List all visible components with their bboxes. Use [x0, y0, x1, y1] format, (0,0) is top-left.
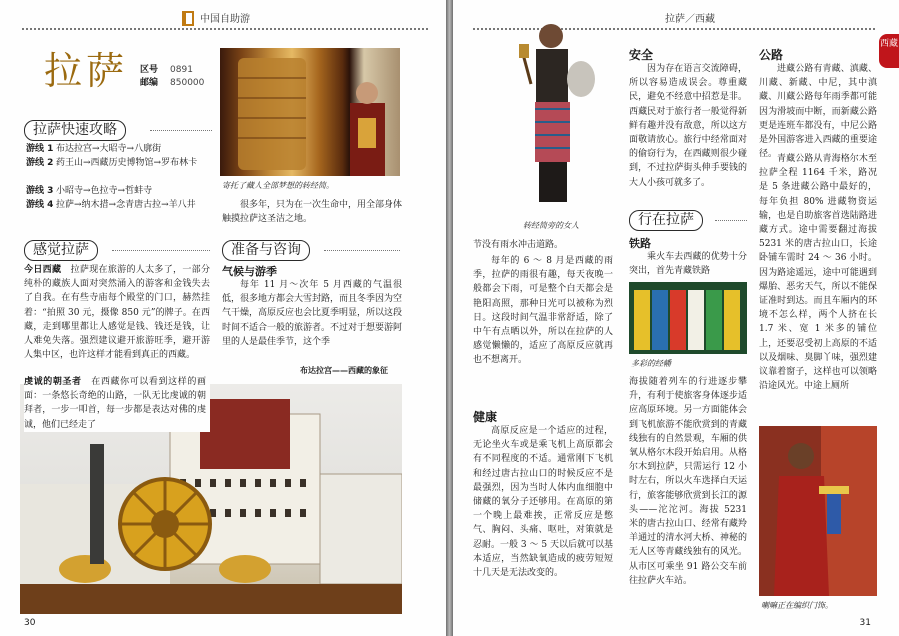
right-page [453, 0, 899, 636]
book-icon [182, 11, 194, 26]
prayer-flags-illustration [629, 282, 747, 354]
woman-illustration [511, 14, 603, 214]
route-text-4: 拉萨→纳木措→念青唐古拉→羊八井 [56, 200, 196, 210]
monk-illustration [759, 426, 877, 596]
health-heading: 健康 [473, 410, 498, 424]
page-gutter [446, 0, 453, 636]
area-code-value: 0891 [170, 65, 193, 75]
rail-text1: 乘火车去西藏的优势十分突出，首先青藏铁路 [629, 252, 747, 277]
left-page-number: 30 [24, 618, 36, 628]
today-text: 拉萨现在旅游的人太多了，一部分纯朴的藏族人面对突然涌入的游客和金钱失去了自我。在有些寺庙每个殿堂的门口，赫然挂着：“拍照 30 元，摄像 850 元”的牌子。在西藏，走到哪里都让人感觉是钱、钱还是钱，让人难免失落。强烈建议避开旅游旺季，避开游人集中区，也许这样才能看到真正的西藏。 [24, 265, 210, 361]
pilgrim-label: 虔诚的朝圣者 [24, 377, 82, 387]
right-page-number: 31 [859, 618, 871, 628]
today-label: 今日西藏 [24, 265, 62, 275]
prayer-flags-photo [629, 282, 747, 354]
route-text-2: 药王山→西藏历史博物馆→罗布林卡 [56, 158, 198, 168]
route-item-1 [26, 143, 206, 157]
route-label-4: 游线 4 [26, 200, 54, 210]
woman-caption: 转经筒旁的女人 [523, 221, 579, 230]
prayer-wheel-illustration [220, 48, 400, 176]
woman-photo [511, 14, 603, 214]
prayer-flags-caption: 多彩的经幡 [631, 359, 671, 368]
left-header-text: 中国自助游 [200, 14, 250, 25]
postcode-label: 邮编 [140, 78, 159, 88]
area-code-label: 区号 [140, 65, 159, 75]
postcode-value: 850000 [170, 78, 205, 88]
prayer-wheel-photo [220, 48, 400, 176]
route-label-1: 游线 1 [26, 144, 54, 154]
col1-text: 节没有雨水冲击道路。 [473, 240, 564, 250]
potala-caption: 布达拉宫——西藏的象征 [300, 366, 388, 375]
route-item-3 [26, 185, 206, 199]
feel-line [112, 250, 210, 251]
prep-heading: 准备与咨询 [222, 240, 310, 261]
health-text: 高原反应是一个适应的过程，无论坐火车或是乘飞机上高原都会有不同程度的不适。通常刚下飞机和经过唐古拉山口的时候反应不是最强烈，因为当时人体内血细胞中储藏的氧分子还够用。在高原的第一个晚上最难挨，正常反应是憋气、胸闷、头痛、呕吐，对策就是忍耐。一般 3 ～ 5 天以后就可以基本适应，当然缺氧造成的疲劳短短十几天是无法改变的。 [473, 426, 613, 579]
monk-caption: 喇嘛正在编织门饰。 [761, 601, 833, 610]
travel-line [715, 220, 747, 221]
safety-heading: 安全 [629, 48, 654, 62]
left-header [22, 8, 428, 30]
route-label-2: 游线 2 [26, 158, 54, 168]
route-label-3: 游线 3 [26, 186, 54, 196]
rail-text2: 海拔随着列车的行进逐步攀升，有利于使旅客身体逐步适应高原环境。另一方面能体会到飞机旅游不能欣赏到的青藏线独有的自然景观，车厢的供氧从格尔木段开始启用。从格尔木到拉萨，只需运行 12 小时左右，所以火车选择白天运行，旅客能够欣赏到长江的源头——沱沱河。海拔 5231 米的唐古拉山口、经常有藏羚羊通过的清水河大桥、神秘的无人区等青藏线独有的风光。从市区可乘坐 91 路公交车前往拉萨火车站。 [629, 377, 747, 586]
col1-text2: 每年的 6 ～ 8 月是西藏的雨季，拉萨的雨很有趣，每天夜晚一般都会下雨，可是整个白天都会是艳阳高照，那种日光可以被称为烈日。这段时间气温非常舒适，除了中午有点晒以外，所以在拉萨的人感觉懒懒的，适应了高原反应就再也不想离开。 [473, 256, 613, 366]
rail-subheading: 铁路 [629, 237, 651, 250]
intro-text: 很多年，只为在一次生命中，用全部身体触摸拉萨这圣洁之地。 [222, 200, 403, 225]
travel-heading: 行在拉萨 [629, 210, 703, 231]
route-item-2 [26, 157, 206, 171]
area-code [140, 62, 193, 75]
road-text2: 青藏公路从青海格尔木至拉萨全程 1164 千米，路况是 5 条进藏公路中最好的，每年负担 80% 进藏物资运输，也是自助旅客首选陆路进藏方式。途中需要翻过海拔 5231 米的唐古拉山口，长途卧铺车需时 24 ～ 36 小时。因为路途遥远，途中可能遇到爆胎、恶劣天气，所以不能保证准时到达。而且车厢内的环境不怎么样，两个人挤在长 1.7 米、宽 1 米多的铺位上，还要忍受初上高原的不适以及烟味、臭脚丫味，强烈建议靠着窗子，这样也可以领略沿途风光。中途上厕所 [759, 154, 877, 392]
safety-text: 因为存在语言交流障碍，所以容易造成误会。尊重藏民，避免不经意中招惹是非。西藏民对于旅行者一般觉得新鲜有趣并没有敌意，所以这方面敬请放心。旅行中经常面对的偷窃行为，在西藏则很少碰到，不过拉萨街头伸手要钱的大人小孩可就多了。 [629, 64, 747, 188]
right-header-text: 拉萨／西藏 [665, 14, 715, 25]
road-text: 进藏公路有青藏、滇藏、川藏、新藏、中尼，其中滇藏、川藏公路每年雨季都可能因为滑坡而中断，而新藏公路更是连班车都没有，中尼公路是外国游客进入西藏的重要途径。 [759, 64, 877, 160]
prayer-wheel-caption: 寄托了藏人全部梦想的转经筒。 [222, 181, 334, 190]
route-text-1: 布达拉宫→大昭寺→八廓街 [56, 144, 162, 154]
prep-line [324, 250, 400, 251]
monk-photo [759, 426, 877, 596]
today-paragraph [24, 263, 210, 362]
quick-guide-heading: 拉萨快速攻略 [24, 120, 126, 141]
pilgrim-paragraph [24, 375, 210, 432]
climate-subheading: 气候与游季 [222, 265, 277, 278]
postcode [140, 75, 204, 88]
feel-heading: 感觉拉萨 [24, 240, 98, 261]
pilgrim-text: 在西藏你可以看到这样的画面：一条悠长奇绝的山路，一队无比虔诚的朝拜者，一步一叩首，每一步都是表达对佛的虔诚，他们已经走了 [24, 377, 206, 430]
left-page [0, 0, 446, 636]
route-text-3: 小昭寺→色拉寺→哲蚌寺 [56, 186, 153, 196]
region-tab: 西藏 [879, 34, 899, 68]
road-heading: 公路 [759, 48, 784, 62]
quick-guide-line [150, 130, 212, 131]
route-item-4 [26, 199, 206, 213]
page-title: 拉萨 [44, 49, 129, 93]
climate-text: 每年 11 月～次年 5 月西藏的气温很低，很多地方都会大雪封路，而且冬季因为空气干燥，高原反应也会比夏季明显，所以这段时间不适合一般的旅游者。不过对于想要游阿里的人是最佳季节，这个季 [222, 280, 403, 347]
